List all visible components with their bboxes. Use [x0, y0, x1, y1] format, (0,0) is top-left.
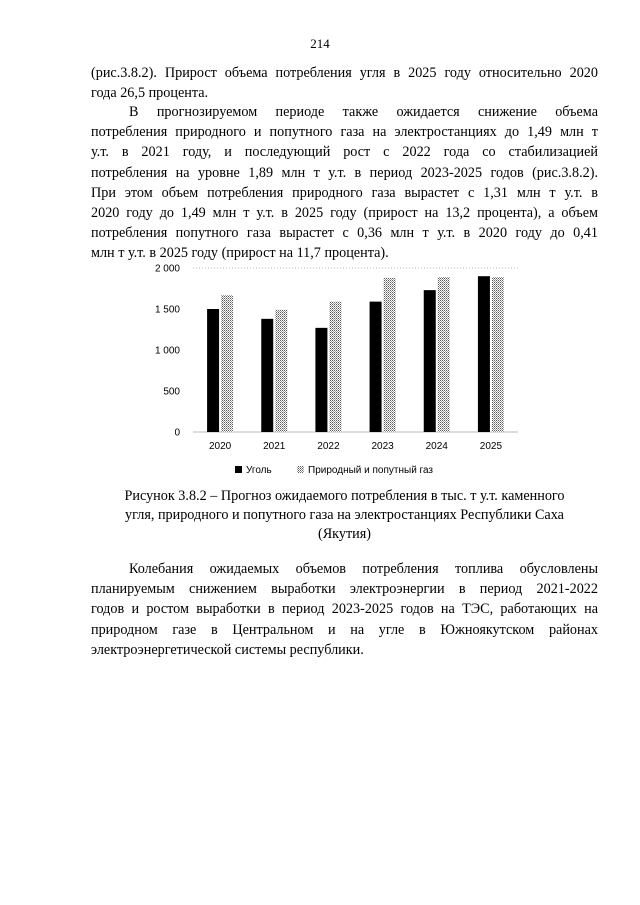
bar-coal-2022 [315, 328, 327, 432]
bar-gas-2025 [492, 277, 504, 432]
bar-gas-2024 [438, 277, 450, 432]
caption-line: угля, природного и попутного газа на электростанциях Республики Саха [125, 507, 564, 523]
bar-gas-2021 [275, 310, 287, 432]
y-tick-label: 1 000 [154, 345, 180, 357]
bar-gas-2023 [384, 278, 396, 432]
x-tick-label: 2022 [317, 441, 340, 452]
page-number: 214 [310, 36, 330, 51]
text-line: года 26,5 процента. [91, 85, 209, 102]
text-line: природном газе в Центральном и на угле в Южноякутском районах [91, 621, 598, 638]
caption-line: (Якутия) [317, 526, 372, 542]
bar-coal-2024 [424, 290, 436, 432]
bar-coal-2025 [478, 276, 490, 432]
bar-gas-2020 [221, 295, 233, 432]
legend [235, 465, 433, 476]
figure-caption [91, 487, 598, 544]
x-tick-label: 2024 [425, 441, 448, 452]
legend-label-coal: Уголь [246, 465, 272, 476]
y-tick-label: 500 [163, 386, 180, 398]
text-line: потребления на уровне 1,89 млн т у.т. в период 2023-2025 годов (рис.3.8.2). [91, 164, 598, 181]
text-line: При этом объем потребления природного газа вырастет с 1,31 млн т у.т. в [91, 184, 598, 201]
y-tick-label: 0 [174, 427, 180, 439]
bar-coal-2020 [207, 309, 219, 432]
x-tick-label: 2025 [479, 441, 503, 452]
text-line: потребления попутного газа вырастет с 0,36 млн т у.т. в 2020 году до 0,41 [91, 225, 598, 242]
x-tick-label: 2020 [208, 441, 232, 452]
legend-label-gas: Природный и попутный газ [308, 465, 434, 476]
legend-swatch-coal [235, 466, 242, 473]
text-line: 2020 году до 1,49 млн т у.т. в 2025 году (прирост на 13,2 процента), а объем [91, 205, 598, 222]
text-line: потребления природного и попутного газа на электростанциях до 1,49 млн т [91, 124, 598, 141]
text-line: В прогнозируемом периоде также ожидается снижение объема [129, 104, 598, 120]
text-line: годов и ростом выработки в период 2023-2025 годов на ТЭС, работающих на [91, 601, 598, 618]
bar-coal-2021 [261, 319, 273, 432]
text-line: млн т у.т. в 2025 году (прирост на 11,7 процента). [91, 245, 389, 262]
y-tick-label: 2 000 [154, 263, 180, 275]
text-line: Колебания ожидаемых объемов потребления топлива обусловлены [129, 561, 598, 577]
paragraph-3 [91, 559, 598, 660]
text-line: (рис.3.8.2). Прирост объема потребления угля в 2025 году относительно 2020 [91, 65, 598, 81]
x-tick-label: 2023 [371, 441, 394, 452]
text-line: планируемым снижением выработки электроэнергии в период 2021-2022 [91, 581, 598, 598]
y-tick-label: 1 500 [154, 304, 180, 316]
bar-coal-2023 [370, 302, 382, 432]
x-tick-label: 2021 [263, 441, 286, 452]
legend-swatch-gas [297, 466, 304, 473]
caption-line: Рисунок 3.8.2 – Прогноз ожидаемого потребления в тыс. т у.т. каменного [124, 488, 565, 504]
text-line: у.т. в 2021 году, и последующий рост с 2022 года со стабилизацией [91, 144, 598, 161]
bar-gas-2022 [329, 302, 341, 432]
text-line: электроэнергетической системы республики. [91, 641, 364, 658]
